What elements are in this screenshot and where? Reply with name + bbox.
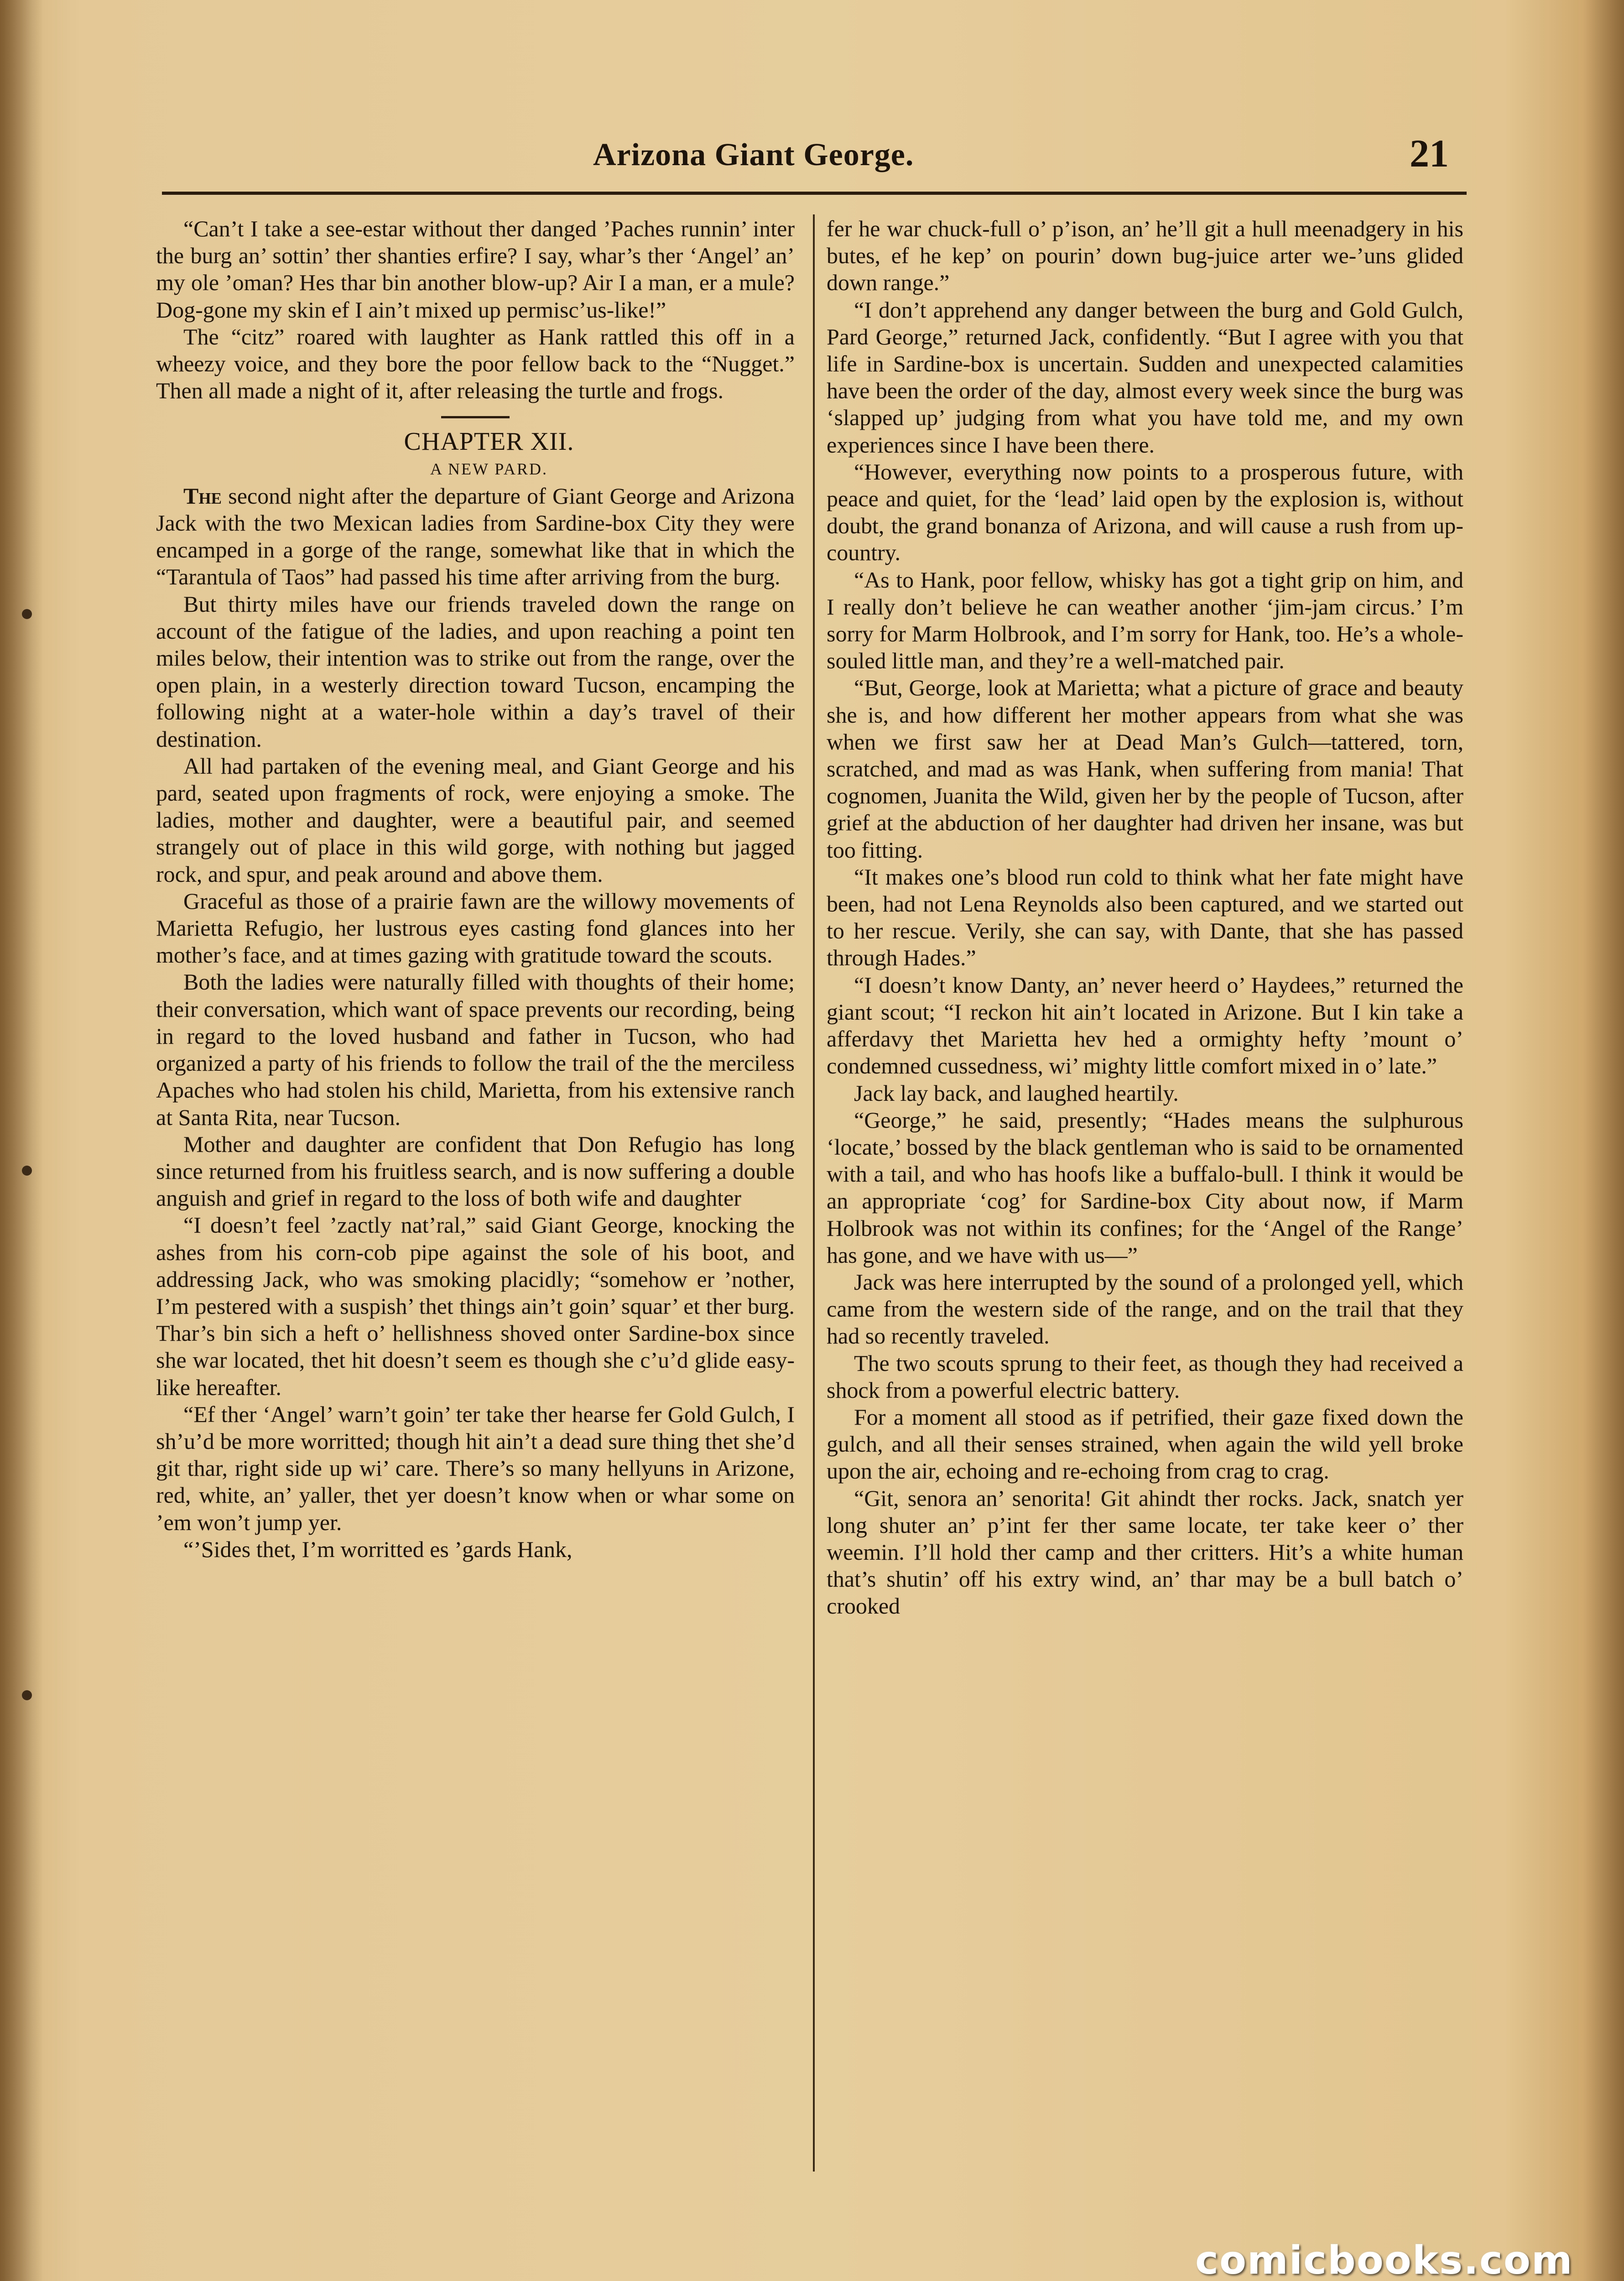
right-column <box>827 215 1463 1620</box>
continued-paragraph: fer he war chuck-full o’ p’ison, an’ he’ll git a hull meenadgery in his butes, ef he kep’ on pourin’ down bug-juice arter we-’uns glided down range.” <box>827 216 1463 296</box>
paragraph: The two scouts sprung to their feet, as though they had received a shock from a powerful electric battery. <box>827 1350 1463 1403</box>
watermark: comicbooks.com <box>1195 2238 1573 2281</box>
gutter-shadow <box>0 0 43 2281</box>
paragraph: “I don’t apprehend any danger between the burg and Gold Gulch, Pard George,” returned Jack, confidently. “But I agree with you that life in Sardine-box is uncertain. Sudden and unexpected calamities have been the order of the day, almost every week since the burg was ‘slapped up’ judging from what you have told me, and my own experiences since I have been there. <box>827 297 1463 458</box>
binding-mark <box>22 1166 32 1176</box>
paragraph: All had partaken of the evening meal, and Giant George and his pard, seated upon fragments of rock, were enjoying a smoke. The ladies, mother and daughter, were a beautiful pair, and seemed strangely out of place in this wild gorge, with nothing but jagged rock, and spur, and peak around and above them. <box>156 753 795 887</box>
paragraph: Graceful as those of a prairie fawn are the willowy movements of Marietta Refugio, her lustrous eyes casting fond glances into her mother’s face, and at times gazing with gratitude toward the scouts. <box>156 888 795 968</box>
paragraph: “George,” he said, presently; “Hades means the sulphurous ‘locate,’ bossed by the black gentleman who is said to be ornamented with a tail, and who has hoofs like a buffalo-bull. I think it would be an appropriate ‘cog’ for Sardine-box City about now, if Marm Holbrook was not within its confines; for the ‘Angel of the Range’ has gone, and we have with us—” <box>827 1107 1463 1268</box>
paragraph: “Git, senora an’ senorita! Git ahindt ther rocks. Jack, snatch yer long shuter an’ p’int fer ther same locate, ter take keer o’ ther weemin. I’ll hold ther camp and ther critters. Hit’s a white human that’s shutin’ off his extry wind, an’ thar may be a bull batch o’ crooked <box>827 1485 1463 1619</box>
running-head-title: Arizona Giant George. <box>593 137 914 172</box>
chapter-lead-word: The <box>183 483 222 509</box>
paragraph: “I doesn’t know Danty, an’ never heerd o’ Haydees,” returned the giant scout; “I reckon hit ain’t located in Arizone. But I kin take a afferdavy thet Marietta hev hed a ormighty hefty ’mount o’ condemned cussedness, wi’ mighty little comfort mixed in o’ late.” <box>827 972 1463 1079</box>
paragraph: “Ef ther ‘Angel’ warn’t goin’ ter take ther hearse fer Gold Gulch, I sh’u’d be more worritted; though hit ain’t a dead sure thing thet she’d git thar, right side up wi’ care. There’s so many hellyuns in Arizone, red, white, an’ yaller, thet yer doesn’t know when or whar some on ’em won’t jump yer. <box>156 1401 795 1535</box>
paragraph: “However, everything now points to a prosperous future, with peace and quiet, for the ‘lead’ laid open by the explosion is, without doubt, the grand bonanza of Arizona, and will cause a rush from up-country. <box>827 458 1463 566</box>
paragraph: “Can’t I take a see-estar without ther danged ’Paches runnin’ inter the burg an’ sottin’ ther shanties erfire? I say, whar’s ther ‘Angel’ an’ my ole ’oman? Hes thar bin another blow-up? Air I a man, er a mule? Dog-gone my skin ef I ain’t mixed up permisc’us-like!” <box>156 216 795 323</box>
paragraph: For a moment all stood as if petrified, their gaze fixed down the gulch, and all their senses strained, when again the wild yell broke upon the air, echoing and re-echoing from crag to crag. <box>827 1404 1463 1484</box>
left-column <box>156 215 795 1563</box>
header-rule <box>162 192 1467 195</box>
binding-mark <box>22 609 32 619</box>
paragraph: Jack was here interrupted by the sound of a prolonged yell, which came from the western side of the range, and on the trail that they had so recently traveled. <box>827 1269 1463 1349</box>
section-separator <box>441 416 510 418</box>
paragraph: But thirty miles have our friends traveled down the range on account of the fatigue of the ladies, and upon reaching a point ten miles below, their intention was to strike out from the range, over the open plain, in a westerly direction toward Tucson, encamping the following night at a water-hole within a day’s travel of their destination. <box>156 591 795 752</box>
paragraph: “It makes one’s blood run cold to think what her fate might have been, had not Lena Reynolds also been captured, and we started out to her rescue. Verily, she can say, with Dante, that she has passed through Hades.” <box>827 864 1463 971</box>
paragraph: Mother and daughter are confident that Don Refugio has long since returned from his fruitless search, and is now suffering a double anguish and grief in regard to the loss of both wife and daughter <box>156 1131 795 1211</box>
paragraph: “But, George, look at Marietta; what a picture of grace and beauty she is, and how different her mother appears from what she was when we first saw her at Dead Man’s Gulch—tattered, torn, scratched, and mad as was Hank, when suffering from mania! That cognomen, Juanita the Wild, given her by the people of Tucson, after grief at the abduction of her daughter had driven her insane, was but too fitting. <box>827 675 1463 863</box>
chapter-title: CHAPTER XII. <box>404 427 574 456</box>
paragraph: The “citz” roared with laughter as Hank rattled this off in a wheezy voice, and they bore the poor fellow back to the “Nugget.” Then all made a night of it, after releasing the turtle and frogs. <box>156 323 795 404</box>
chapter-subtitle: A NEW PARD. <box>430 459 548 478</box>
paragraph: Both the ladies were naturally filled with thoughts of their home; their conversation, which want of space prevents our recording, being in regard to the loved husband and father in Tucson, who had organized a party of his friends to follow the trail of the the merciless Apaches who had stolen his child, Marietta, from his extensive ranch at Santa Rita, near Tucson. <box>156 969 795 1130</box>
chapter-opening-text: second night after the departure of Giant George and Arizona Jack with the two Mexican ladies from Sardine-box City they were encamped in a gorge of the range, somewhat like that in which the “Tarantula of Taos” had passed his time after arriving from the burg. <box>156 483 795 590</box>
paragraph: “As to Hank, poor fellow, whisky has got a tight grip on him, and I really don’t believe he can weather another ‘jim-jam circus.’ I’m sorry for Marm Holbrook, and I’m sorry for Hank, too. He’s a whole-souled little man, and they’re a well-matched pair. <box>827 567 1463 674</box>
paragraph: “I doesn’t feel ’zactly nat’ral,” said Giant George, knocking the ashes from his corn-cob pipe against the sole of his boot, and addressing Jack, who was smoking placidly; “somehow er ’nother, I’m pestered with a suspish’ thet things ain’t goin’ squar’ et ther burg. Thar’s bin sich a heft o’ hellishness shoved onter Sardine-box since she war located, thet hit doesn’t seem es though she c’u’d glide easy-like hereafter. <box>156 1212 795 1400</box>
page-number: 21 <box>1410 131 1449 175</box>
chapter-opening-paragraph <box>156 483 795 591</box>
paragraph: Jack lay back, and laughed heartily. <box>854 1080 1179 1106</box>
column-divider <box>813 214 815 2172</box>
paragraph: “’Sides thet, I’m worritted es ’gards Hank, <box>183 1536 573 1562</box>
binding-mark <box>22 1690 32 1700</box>
